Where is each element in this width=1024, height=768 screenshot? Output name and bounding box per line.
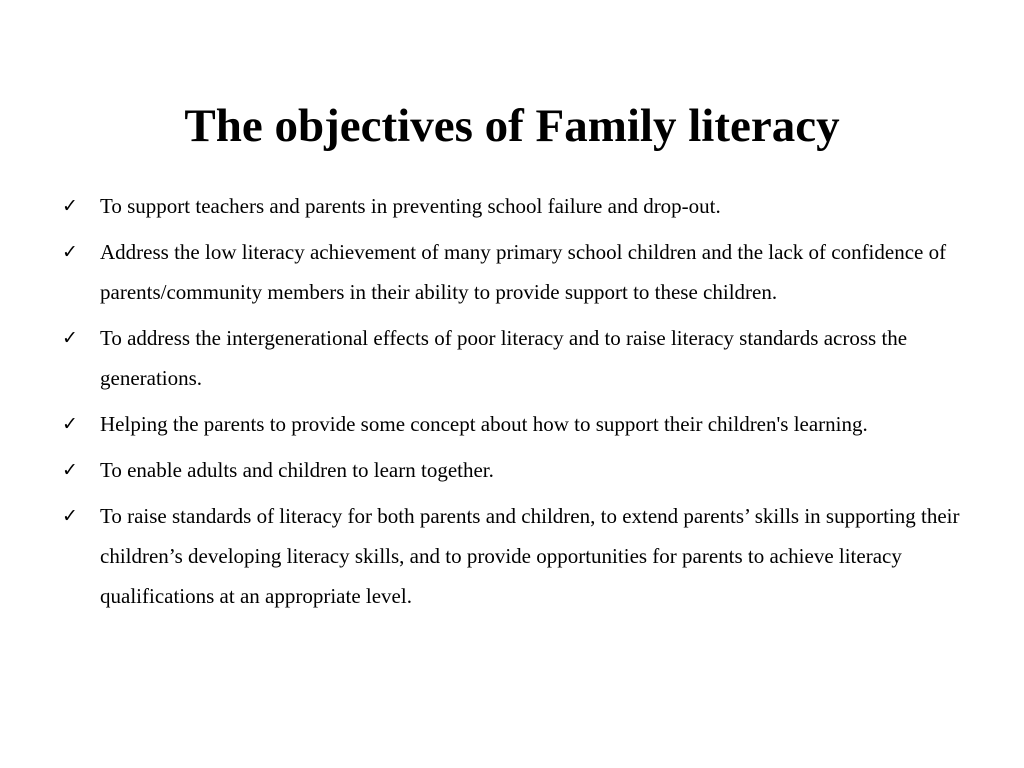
list-item-text: To support teachers and parents in preventing school failure and drop-out.: [100, 194, 721, 218]
list-item: [62, 232, 967, 312]
checkmark-icon: ✓: [62, 505, 78, 527]
list-item-text: To raise standards of literacy for both parents and children, to extend parents’ skills in supporting their children’s developing literacy skills, and to provide opportunities for parents to achieve literacy qualifications at an appropriate level.: [100, 504, 960, 608]
list-item-text: Address the low literacy achievement of many primary school children and the lack of confidence of parents/community members in their ability to provide support to these children.: [100, 240, 947, 304]
list-item: [62, 496, 967, 616]
checkmark-icon: ✓: [62, 459, 78, 481]
list-item-text: To enable adults and children to learn together.: [100, 458, 494, 482]
checkmark-icon: ✓: [62, 413, 78, 435]
slide-title: The objectives of Family literacy: [184, 100, 840, 152]
list-item-text: Helping the parents to provide some concept about how to support their children's learning.: [100, 412, 868, 436]
checkmark-icon: ✓: [62, 327, 78, 349]
checkmark-icon: ✓: [62, 195, 78, 217]
checkmark-icon: ✓: [62, 241, 78, 263]
list-item: [62, 318, 967, 398]
list-item: [62, 186, 967, 226]
list-item-text: To address the intergenerational effects of poor literacy and to raise literacy standards across the generations.: [100, 326, 908, 390]
objectives-list: [62, 186, 967, 622]
list-item: [62, 450, 967, 490]
list-item: [62, 404, 967, 444]
